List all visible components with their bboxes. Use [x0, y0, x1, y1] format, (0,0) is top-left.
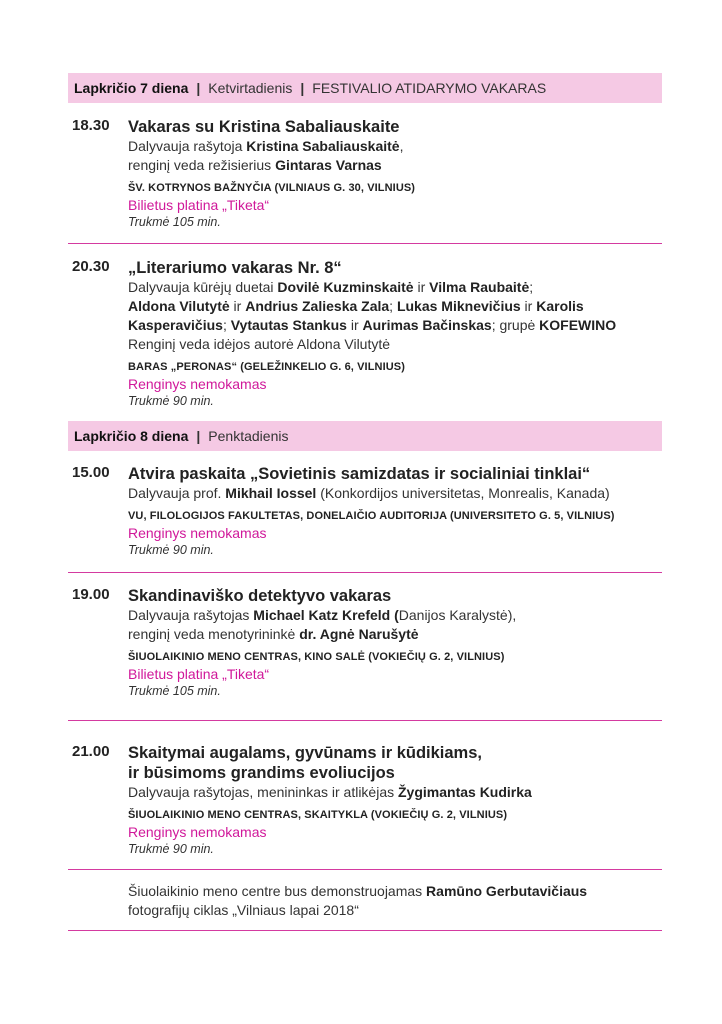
text-segment: ; grupė: [491, 317, 540, 333]
event-title-line: Atvira paskaita „Sovietinis samizdatas ir socialiniai tinklai“: [128, 465, 591, 483]
event-time: 20.30: [72, 258, 110, 275]
event-duration: Trukmė 105 min.: [128, 684, 221, 698]
highlighted-name: dr. Agnė Narušytė: [299, 626, 419, 642]
text-segment: renginį veda režisierius: [128, 157, 276, 173]
event-item: [68, 464, 662, 558]
description-line: [128, 316, 662, 335]
ticket-info: Bilietus platina „Tiketa“: [128, 666, 270, 682]
text-segment: Dalyvauja rašytojas: [128, 607, 254, 623]
divider: [68, 243, 662, 244]
text-segment: Dalyvauja rašytoja: [128, 138, 247, 154]
text-segment: ir: [346, 317, 363, 333]
divider: [68, 930, 662, 931]
note-line: [128, 901, 658, 920]
description-line: [128, 278, 662, 297]
event-title-line: „Literariumo vakaras Nr. 8“: [128, 259, 342, 277]
highlighted-name: Kristina Sabaliauskaitė: [246, 138, 400, 154]
description-line: [128, 156, 662, 175]
event-venue: ŠIUOLAIKINIO MENO CENTRAS, SKAITYKLA (VOKIEČIŲ G. 2, VILNIUS): [128, 809, 508, 821]
description-line: [128, 484, 662, 503]
description-line: [128, 625, 662, 644]
event-duration: Trukmė 90 min.: [128, 543, 214, 557]
highlighted-name: Vilma Raubaitė: [429, 279, 530, 295]
description-line: [128, 137, 662, 156]
divider: [68, 572, 662, 573]
highlighted-name: Gintaras Varnas: [275, 157, 382, 173]
text-segment: Renginį veda idėjos autorė Aldona Vilutytė: [128, 336, 391, 352]
description-line: [128, 783, 662, 802]
highlighted-name: Aldona Vilutytė: [128, 298, 230, 314]
highlighted-name: Michael Katz Krefeld (: [253, 607, 399, 623]
event-venue: ŠV. KOTRYNOS BAŽNYČIA (VILNIAUS G. 30, VILNIUS): [128, 182, 416, 194]
event-item: [68, 586, 662, 699]
event-title: [128, 743, 662, 783]
text-segment: Dalyvauja prof.: [128, 485, 226, 501]
event-item: [68, 743, 662, 857]
text-segment: fotografijų ciklas „Vilniaus lapai 2018“: [128, 902, 359, 918]
highlighted-name: Mikhail Iossel: [225, 485, 317, 501]
event-time: 18.30: [72, 117, 110, 134]
highlighted-name: Andrius Zalieska Zala: [245, 298, 390, 314]
event-item: [68, 117, 662, 230]
separator: |: [196, 428, 201, 444]
highlighted-name: Aurimas Bačinskas: [362, 317, 492, 333]
day-weekday: Penktadienis: [208, 428, 289, 444]
text-segment: ir: [413, 279, 430, 295]
event-time: 15.00: [72, 464, 110, 481]
event-venue: BARAS „PERONAS“ (GELEŽINKELIO G. 6, VILNIUS): [128, 361, 405, 373]
highlighted-name: Lukas Miknevičius: [396, 298, 521, 314]
event-description: [128, 137, 662, 175]
text-segment: ,: [399, 138, 404, 154]
day-date: Lapkričio 8 diena: [74, 428, 189, 444]
separator: |: [300, 80, 305, 96]
event-title: [128, 586, 662, 606]
highlighted-name: Žygimantas Kudirka: [398, 784, 532, 800]
event-description: [128, 278, 662, 354]
event-duration: Trukmė 90 min.: [128, 394, 214, 408]
ticket-info: Renginys nemokamas: [128, 376, 267, 392]
event-description: [128, 783, 662, 802]
text-segment: ;: [389, 298, 397, 314]
day-date: Lapkričio 7 diena: [74, 80, 189, 96]
ticket-info: Renginys nemokamas: [128, 525, 267, 541]
event-item: [68, 258, 662, 409]
day-header-2: [68, 421, 662, 451]
event-title: [128, 117, 662, 137]
text-segment: Dalyvauja rašytojas, menininkas ir atlikėjas: [128, 784, 398, 800]
text-segment: ;: [529, 279, 534, 295]
highlighted-name: Kasperavičius: [128, 317, 223, 333]
event-time: 21.00: [72, 743, 110, 760]
event-duration: Trukmė 105 min.: [128, 215, 221, 229]
highlighted-name: Vytautas Stankus: [230, 317, 347, 333]
ticket-info: Bilietus platina „Tiketa“: [128, 197, 270, 213]
highlighted-name: Ramūno Gerbutavičiaus: [426, 883, 588, 899]
text-segment: renginį veda menotyrininkė: [128, 626, 300, 642]
separator: |: [196, 80, 201, 96]
note-line: [128, 882, 658, 901]
description-line: [128, 606, 662, 625]
event-title-line: ir būsimoms grandims evoliucijos: [128, 764, 395, 782]
text-segment: Dalyvauja kūrėjų duetai: [128, 279, 278, 295]
text-segment: ir: [229, 298, 246, 314]
event-title: [128, 464, 662, 484]
event-venue: ŠIUOLAIKINIO MENO CENTRAS, KINO SALĖ (VOKIEČIŲ G. 2, VILNIUS): [128, 651, 505, 663]
exhibition-note: [128, 882, 658, 920]
highlighted-name: KOFEWINO: [539, 317, 617, 333]
event-description: [128, 606, 662, 644]
description-line: [128, 297, 662, 316]
event-venue: VU, FILOLOGIJOS FAKULTETAS, DONELAIČIO AUDITORIJA (UNIVERSITETO G. 5, VILNIUS): [128, 510, 615, 522]
event-title-line: Skandinaviško detektyvo vakaras: [128, 587, 392, 605]
event-title-line: Skaitymai augalams, gyvūnams ir kūdikiams,: [128, 744, 482, 762]
text-segment: ir: [520, 298, 537, 314]
day-header-1: [68, 73, 662, 103]
divider: [68, 720, 662, 721]
text-segment: (Konkordijos universitetas, Monrealis, Kanada): [316, 485, 610, 501]
event-description: [128, 484, 662, 503]
highlighted-name: Karolis: [536, 298, 584, 314]
highlighted-name: Dovilė Kuzminskaitė: [277, 279, 414, 295]
event-duration: Trukmė 90 min.: [128, 842, 214, 856]
text-segment: Danijos Karalystė),: [398, 607, 517, 623]
event-title-line: Vakaras su Kristina Sabaliauskaite: [128, 118, 400, 136]
text-segment: Šiuolaikinio meno centre bus demonstruojamas: [128, 883, 427, 899]
description-line: [128, 335, 662, 354]
day-weekday: Ketvirtadienis: [208, 80, 293, 96]
ticket-info: Renginys nemokamas: [128, 824, 267, 840]
text-segment: ;: [222, 317, 231, 333]
day-label: FESTIVALIO ATIDARYMO VAKARAS: [312, 80, 547, 96]
event-time: 19.00: [72, 586, 110, 603]
event-title: [128, 258, 662, 278]
divider: [68, 869, 662, 870]
